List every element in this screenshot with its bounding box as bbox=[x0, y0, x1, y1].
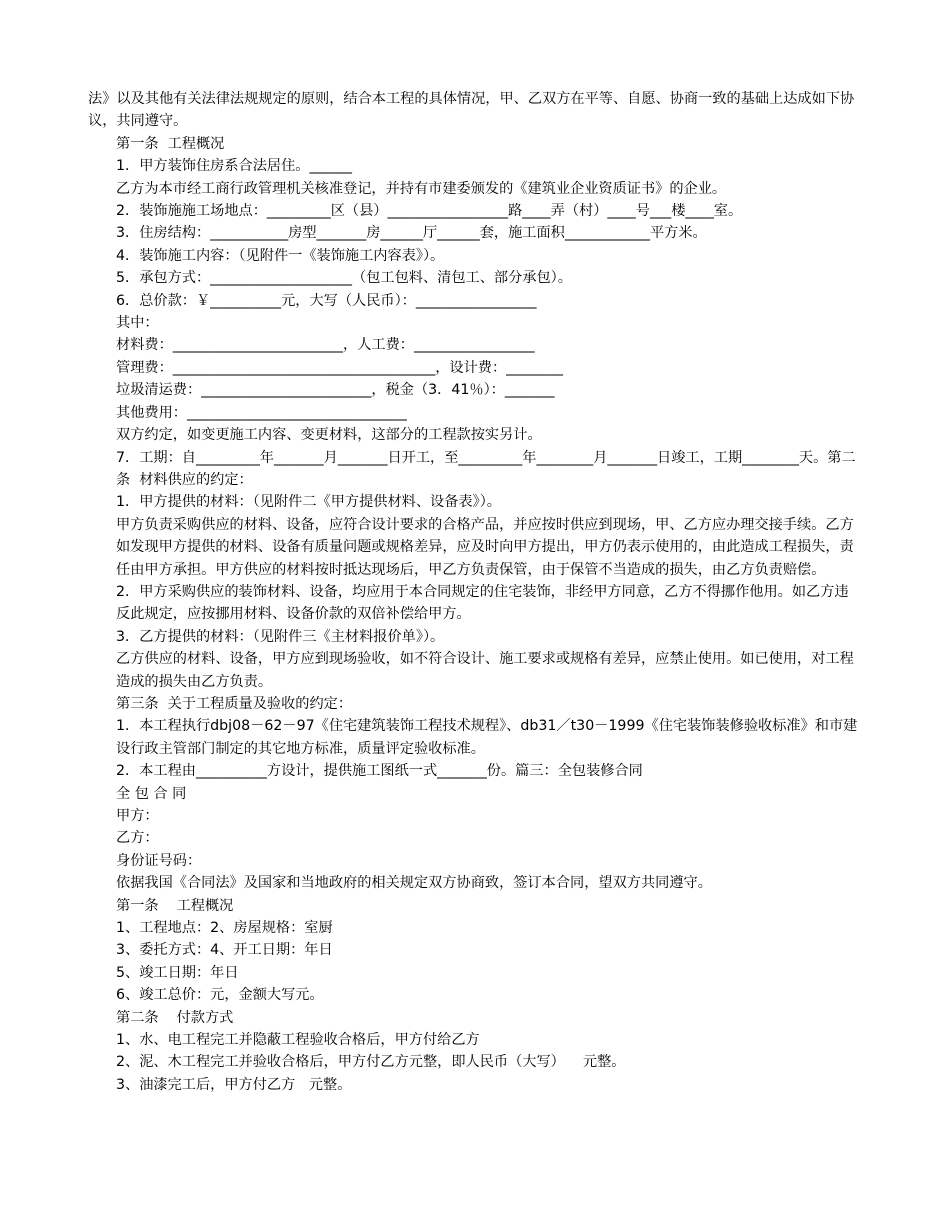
id-number-line: 身份证号码： bbox=[116, 852, 202, 869]
text-line: 乙方为本市经工商行政管理机关核准登记，并持有市建委颁发的《建筑业企业资质证书》的企业。 bbox=[116, 180, 727, 197]
text-line: 2．甲方采购供应的装饰材料、设备，均应用于本合同规定的住宅装饰，非经甲方同意，乙方不得挪作他用。如乙方违反此规定，应按挪用材料、设备价款的双倍补偿给甲方。 bbox=[116, 583, 849, 623]
text-line: 5．承包方式：____________________（包工包料、清包工、部分承包）。 bbox=[116, 270, 572, 287]
text-line: 2．装饰施施工场地点：_________区（县）_________________路____弄（村）____号___楼____室。 bbox=[116, 203, 743, 220]
text-line: 法》以及其他有关法律法规规定的原则，结合本工程的具体情况，甲、乙双方在平等、自愿、协商一致的基础上达成如下协议，共同遵守。 bbox=[88, 91, 855, 130]
text-line: 7．工期：自_________年_______月_______日开工，至_________年________月_______日竣工，工期________天。第二条 材料供应的约定： bbox=[116, 449, 856, 488]
contract-document bbox=[88, 88, 862, 1096]
contract-title: 全 包 合 同 bbox=[116, 785, 187, 802]
text-line: 2、泥、木工程完工并验收合格后，甲方付乙方元整，即人民币（大写） 元整。 bbox=[116, 1054, 626, 1071]
text-line: 6、竣工总价：元，金额大写元。 bbox=[116, 987, 324, 1004]
section-heading: 第一条 工程概况 bbox=[116, 897, 234, 914]
text-line: 1．甲方装饰住房系合法居住。______ bbox=[116, 158, 353, 175]
text-line: 3．住房结构：___________房型_______房______厅______套，施工面积____________平方米。 bbox=[116, 225, 707, 242]
section-heading: 第二条 付款方式 bbox=[116, 1009, 234, 1026]
text-line: 其中： bbox=[116, 315, 159, 332]
text-line: 3、委托方式：4、开工日期：年日 bbox=[116, 942, 333, 959]
text-line: 4．装饰施工内容：（见附件一《装饰施工内容表》）。 bbox=[116, 247, 445, 264]
text-line: 2．本工程由__________方设计，提供施工图纸一式_______份。篇三：全包装修合同 bbox=[116, 763, 643, 780]
text-line: 双方约定，如变更施工内容、变更材料，这部分的工程款按实另计。 bbox=[116, 427, 542, 444]
text-line: 材料费：________________________，人工费：_________________ bbox=[116, 337, 535, 354]
text-line: 3、油漆完工后，甲方付乙方 元整。 bbox=[116, 1076, 352, 1093]
text-line: 1．本工程执行dbj08－62－97《住宅建筑装饰工程技术规程》、db31／t30－1999《住宅装饰装修验收标准》和市建设行政主管部门制定的其它地方标准，质量评定验收标准。 bbox=[116, 718, 858, 757]
text-line: 1、工程地点：2、房屋规格：室厨 bbox=[116, 920, 333, 937]
text-line: 1、水、电工程完工并隐蔽工程验收合格后，甲方付给乙方 bbox=[116, 1032, 480, 1049]
text-line: 乙方供应的材料、设备，甲方应到现场验收，如不符合设计、施工要求或规格有差异，应禁止使用。如已使用，对工程造成的损失由乙方负责。 bbox=[116, 651, 854, 690]
party-a-line: 甲方： bbox=[116, 808, 159, 824]
text-line: 5、竣工日期：年日 bbox=[116, 964, 239, 981]
text-line: 其他费用：_______________________________ bbox=[116, 404, 407, 421]
text-line: 甲方负责采购供应的材料、设备，应符合设计要求的合格产品，并应按时供应到现场，甲、乙方应办理交接手续。乙方如发现甲方提供的材料、设备有质量问题或规格差异，应及时向甲方提出，甲方仍表示使用的，由此造成工程损失，责任由甲方承担。甲方供应的材料按时抵达现场后，甲乙方负责保管，由于保管不当造成的损失，由乙方负责赔偿。 bbox=[116, 516, 854, 578]
text-line: 6．总价款：￥__________元，大写（人民币）：_________________ bbox=[116, 292, 537, 309]
text-line: 1．甲方提供的材料：（见附件二《甲方提供材料、设备表》）。 bbox=[116, 494, 501, 511]
text-line: 管理费：_____________________________________，设计费：________ bbox=[116, 359, 563, 376]
text-line: 3．乙方提供的材料：（见附件三《主材料报价单》）。 bbox=[116, 628, 445, 645]
section-heading: 第三条 关于工程质量及验收的约定： bbox=[116, 695, 353, 712]
text-line: 垃圾清运费：________________________，税金（3．41％）：_______ bbox=[116, 382, 555, 399]
text-line: 依据我国《合同法》及国家和当地政府的相关规定双方协商致，签订本合同，望双方共同遵守。 bbox=[116, 875, 712, 892]
party-b-line: 乙方： bbox=[116, 830, 159, 847]
section-heading: 第一条 工程概况 bbox=[116, 135, 225, 152]
